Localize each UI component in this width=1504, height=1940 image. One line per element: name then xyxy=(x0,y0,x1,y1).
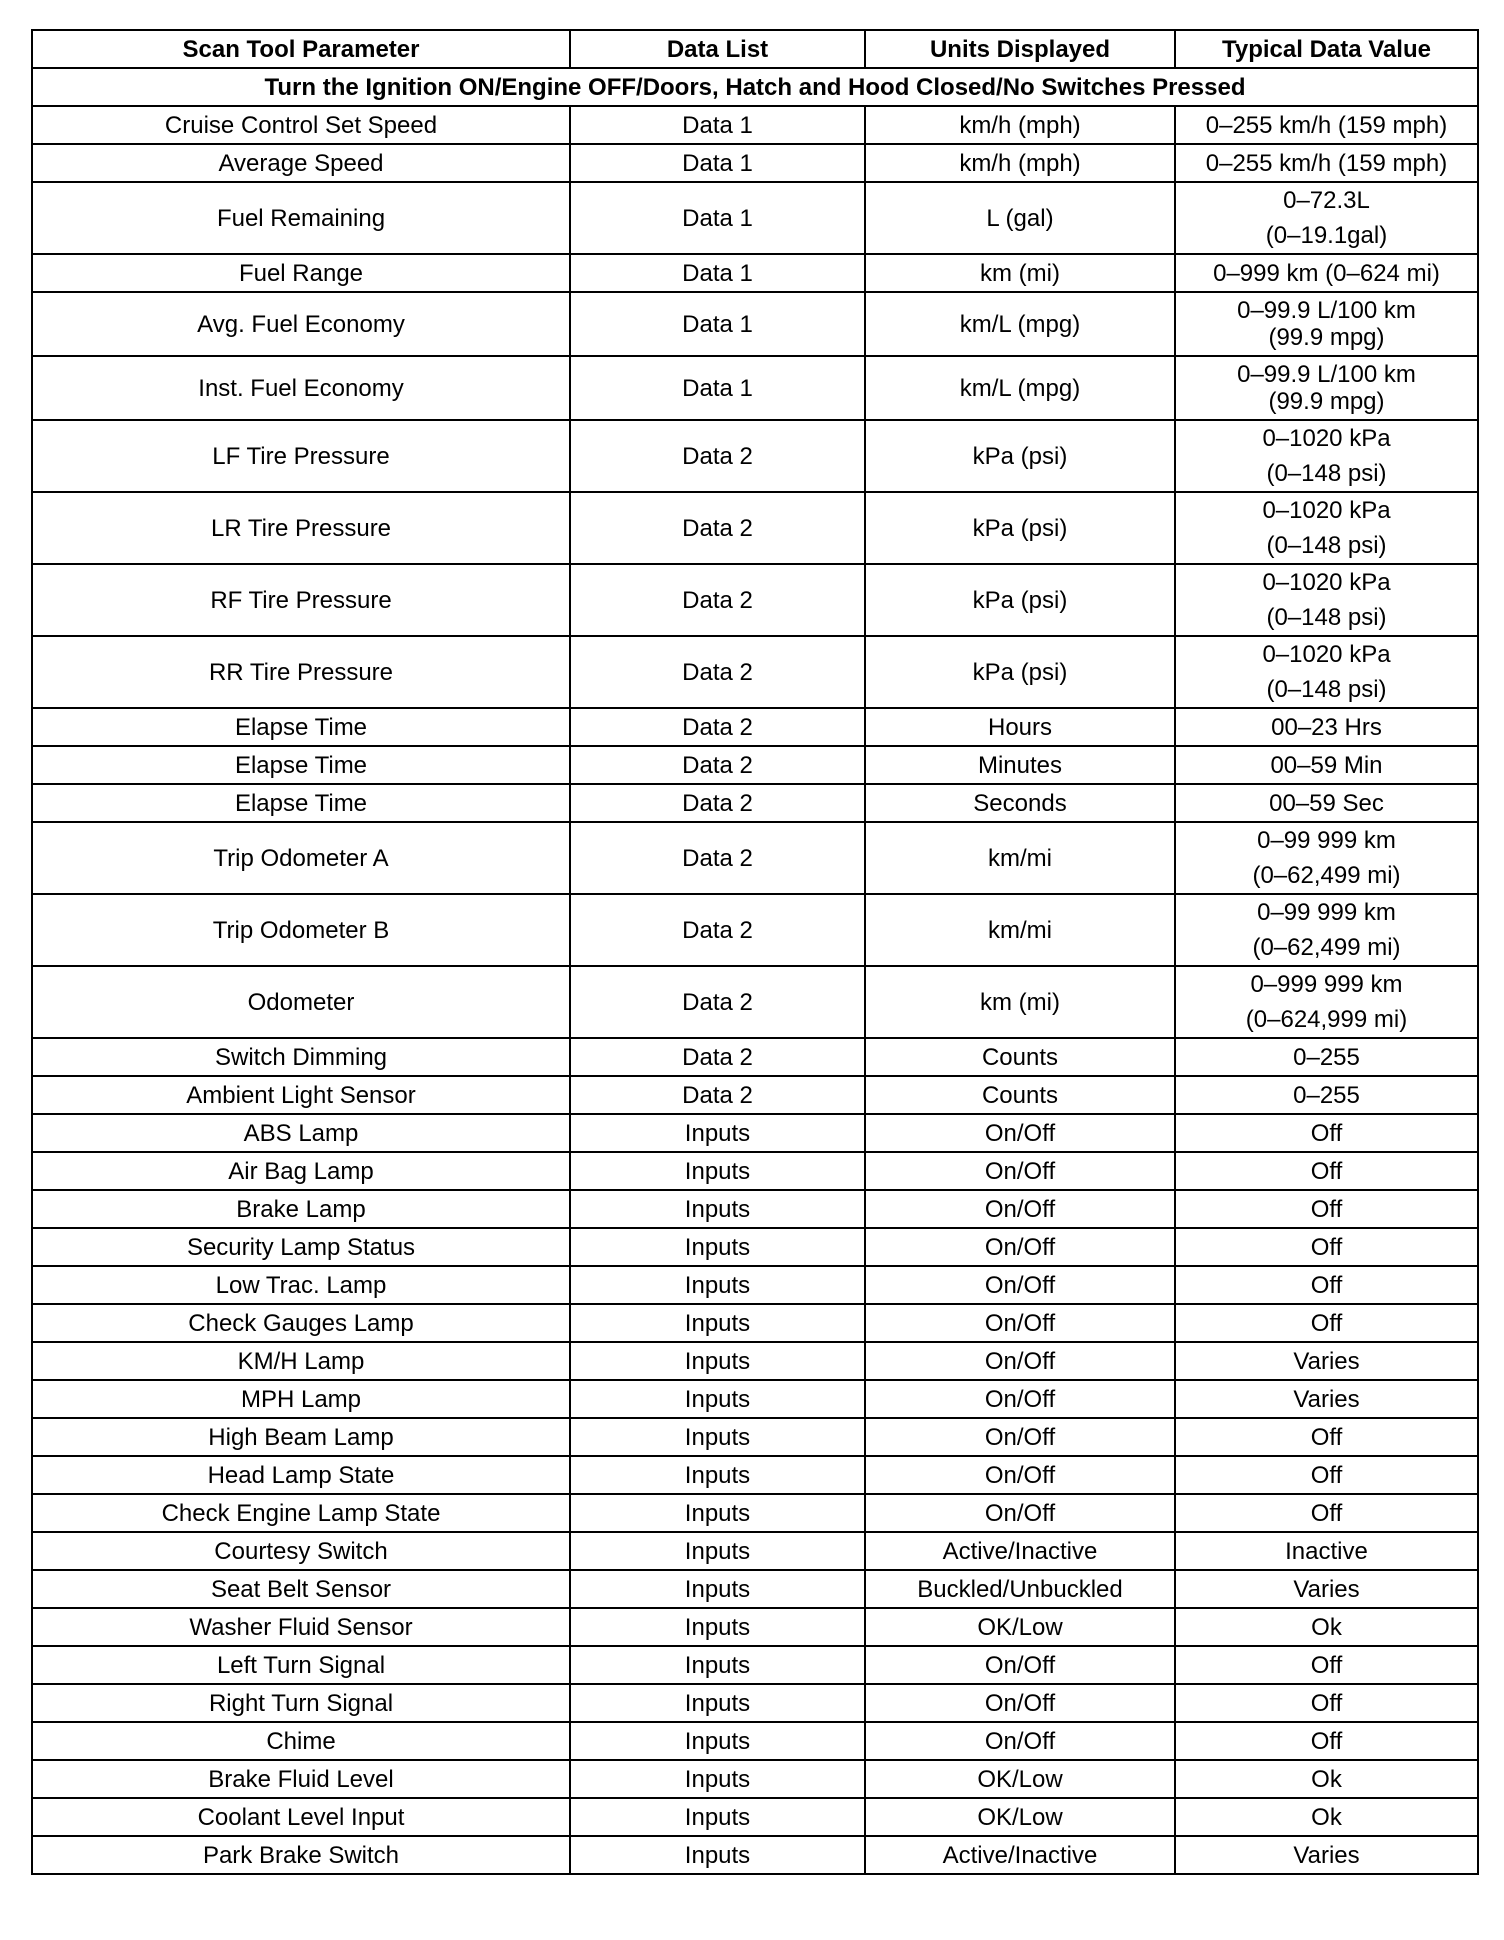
value-line: Varies xyxy=(1293,1841,1360,1869)
value-line: Varies xyxy=(1293,1385,1360,1413)
table-row xyxy=(32,144,1478,182)
value-line: 0–99.9 L/100 km xyxy=(1237,297,1416,324)
cell-data-list: Inputs xyxy=(570,1532,865,1570)
cell-data-list: Data 1 xyxy=(570,106,865,144)
cell-units-displayed: On/Off xyxy=(865,1380,1175,1418)
cell-data-list: Data 2 xyxy=(570,708,865,746)
value-line: 0–1020 kPa xyxy=(1262,641,1391,668)
cell-scan-tool-parameter: Right Turn Signal xyxy=(32,1684,570,1722)
value-line: (0–148 psi) xyxy=(1266,676,1387,703)
cell-scan-tool-parameter: High Beam Lamp xyxy=(32,1418,570,1456)
cell-units-displayed: Active/Inactive xyxy=(865,1532,1175,1570)
cell-typical-data-value xyxy=(1175,784,1478,822)
cell-typical-data-value xyxy=(1175,356,1478,420)
table-row xyxy=(32,356,1478,420)
cell-typical-data-value xyxy=(1175,1038,1478,1076)
value-line: Ok xyxy=(1311,1613,1342,1641)
table-row xyxy=(32,420,1478,492)
cell-data-list: Data 2 xyxy=(570,636,865,708)
header-units-displayed: Units Displayed xyxy=(865,30,1175,68)
cell-scan-tool-parameter: Washer Fluid Sensor xyxy=(32,1608,570,1646)
value-line: Off xyxy=(1310,1499,1343,1527)
table-row xyxy=(32,1684,1478,1722)
cell-units-displayed: L (gal) xyxy=(865,182,1175,254)
table-row xyxy=(32,564,1478,636)
value-line: Off xyxy=(1310,1423,1343,1451)
cell-units-displayed: On/Off xyxy=(865,1266,1175,1304)
cell-data-list: Data 1 xyxy=(570,144,865,182)
cell-typical-data-value xyxy=(1175,1380,1478,1418)
table-row xyxy=(32,492,1478,564)
table-row xyxy=(32,1570,1478,1608)
value-line: Ok xyxy=(1311,1765,1342,1793)
cell-scan-tool-parameter: Head Lamp State xyxy=(32,1456,570,1494)
cell-units-displayed: On/Off xyxy=(865,1190,1175,1228)
table-row xyxy=(32,708,1478,746)
value-line: 0–255 km/h (159 mph) xyxy=(1205,149,1448,177)
cell-typical-data-value xyxy=(1175,1798,1478,1836)
cell-units-displayed: km (mi) xyxy=(865,966,1175,1038)
cell-units-displayed: On/Off xyxy=(865,1228,1175,1266)
value-line: 0–99 999 km xyxy=(1257,899,1396,926)
table-row xyxy=(32,1076,1478,1114)
cell-data-list: Data 2 xyxy=(570,1038,865,1076)
cell-units-displayed: On/Off xyxy=(865,1494,1175,1532)
cell-data-list: Data 1 xyxy=(570,254,865,292)
header-scan-tool-parameter: Scan Tool Parameter xyxy=(32,30,570,68)
header-typical-data-value: Typical Data Value xyxy=(1175,30,1478,68)
header-row xyxy=(32,30,1478,68)
table-row xyxy=(32,1228,1478,1266)
value-line: Off xyxy=(1310,1727,1343,1755)
cell-units-displayed: On/Off xyxy=(865,1418,1175,1456)
cell-typical-data-value xyxy=(1175,1266,1478,1304)
cell-data-list: Data 1 xyxy=(570,292,865,356)
table-row xyxy=(32,1532,1478,1570)
table-row xyxy=(32,1114,1478,1152)
cell-scan-tool-parameter: Chime xyxy=(32,1722,570,1760)
cell-units-displayed: On/Off xyxy=(865,1684,1175,1722)
cell-typical-data-value xyxy=(1175,564,1478,636)
table-row xyxy=(32,636,1478,708)
value-line: 0–255 xyxy=(1293,1081,1360,1109)
cell-data-list: Data 2 xyxy=(570,1076,865,1114)
cell-typical-data-value xyxy=(1175,1114,1478,1152)
value-line: Varies xyxy=(1293,1347,1360,1375)
cell-scan-tool-parameter: Avg. Fuel Economy xyxy=(32,292,570,356)
cell-typical-data-value xyxy=(1175,1570,1478,1608)
header-data-list: Data List xyxy=(570,30,865,68)
cell-units-displayed: Minutes xyxy=(865,746,1175,784)
cell-typical-data-value xyxy=(1175,254,1478,292)
table-row xyxy=(32,746,1478,784)
cell-units-displayed: km/mi xyxy=(865,894,1175,966)
cell-scan-tool-parameter: Check Engine Lamp State xyxy=(32,1494,570,1532)
value-line: 0–255 xyxy=(1293,1043,1360,1071)
cell-data-list: Inputs xyxy=(570,1380,865,1418)
value-line: Off xyxy=(1310,1157,1343,1185)
cell-typical-data-value xyxy=(1175,1646,1478,1684)
cell-scan-tool-parameter: Courtesy Switch xyxy=(32,1532,570,1570)
cell-scan-tool-parameter: Trip Odometer A xyxy=(32,822,570,894)
cell-units-displayed: Hours xyxy=(865,708,1175,746)
cell-typical-data-value xyxy=(1175,966,1478,1038)
value-line: Ok xyxy=(1311,1803,1342,1831)
cell-data-list: Data 2 xyxy=(570,492,865,564)
cell-units-displayed: On/Off xyxy=(865,1722,1175,1760)
cell-scan-tool-parameter: Trip Odometer B xyxy=(32,894,570,966)
cell-units-displayed: km/L (mpg) xyxy=(865,356,1175,420)
cell-scan-tool-parameter: LR Tire Pressure xyxy=(32,492,570,564)
cell-scan-tool-parameter: LF Tire Pressure xyxy=(32,420,570,492)
value-line: Varies xyxy=(1293,1575,1360,1603)
cell-data-list: Inputs xyxy=(570,1494,865,1532)
cell-typical-data-value xyxy=(1175,894,1478,966)
cell-typical-data-value xyxy=(1175,106,1478,144)
value-line: Off xyxy=(1310,1119,1343,1147)
cell-scan-tool-parameter: Switch Dimming xyxy=(32,1038,570,1076)
table-row xyxy=(32,1456,1478,1494)
cell-data-list: Data 1 xyxy=(570,356,865,420)
value-line: 0–72.3L xyxy=(1283,187,1370,214)
cell-typical-data-value xyxy=(1175,292,1478,356)
value-line: Off xyxy=(1310,1689,1343,1717)
cell-scan-tool-parameter: MPH Lamp xyxy=(32,1380,570,1418)
table-row xyxy=(32,1418,1478,1456)
cell-units-displayed: kPa (psi) xyxy=(865,564,1175,636)
table-row xyxy=(32,822,1478,894)
cell-data-list: Inputs xyxy=(570,1114,865,1152)
cell-typical-data-value xyxy=(1175,1456,1478,1494)
cell-typical-data-value xyxy=(1175,1152,1478,1190)
table-row xyxy=(32,1836,1478,1874)
cell-scan-tool-parameter: Odometer xyxy=(32,966,570,1038)
scan-tool-data-table xyxy=(31,29,1479,1875)
cell-data-list: Inputs xyxy=(570,1722,865,1760)
cell-scan-tool-parameter: Elapse Time xyxy=(32,746,570,784)
cell-typical-data-value xyxy=(1175,144,1478,182)
table-row xyxy=(32,292,1478,356)
table-row xyxy=(32,1646,1478,1684)
table-row xyxy=(32,894,1478,966)
cell-units-displayed: On/Off xyxy=(865,1646,1175,1684)
cell-units-displayed: On/Off xyxy=(865,1152,1175,1190)
table-row xyxy=(32,254,1478,292)
cell-units-displayed: On/Off xyxy=(865,1456,1175,1494)
table-row xyxy=(32,1380,1478,1418)
value-line: 00–59 Sec xyxy=(1269,789,1384,817)
cell-units-displayed: km/h (mph) xyxy=(865,144,1175,182)
value-line: Off xyxy=(1310,1461,1343,1489)
value-line: 0–1020 kPa xyxy=(1262,569,1391,596)
cell-scan-tool-parameter: Low Trac. Lamp xyxy=(32,1266,570,1304)
cell-units-displayed: Seconds xyxy=(865,784,1175,822)
cell-units-displayed: kPa (psi) xyxy=(865,492,1175,564)
cell-units-displayed: km/L (mpg) xyxy=(865,292,1175,356)
cell-units-displayed: km/h (mph) xyxy=(865,106,1175,144)
cell-scan-tool-parameter: Fuel Remaining xyxy=(32,182,570,254)
table-row xyxy=(32,1266,1478,1304)
cell-scan-tool-parameter: RF Tire Pressure xyxy=(32,564,570,636)
table-row xyxy=(32,1190,1478,1228)
cell-data-list: Data 2 xyxy=(570,784,865,822)
cell-data-list: Inputs xyxy=(570,1342,865,1380)
value-line: Off xyxy=(1310,1195,1343,1223)
value-line: 00–23 Hrs xyxy=(1271,713,1382,741)
cell-scan-tool-parameter: Left Turn Signal xyxy=(32,1646,570,1684)
cell-scan-tool-parameter: Check Gauges Lamp xyxy=(32,1304,570,1342)
cell-scan-tool-parameter: Air Bag Lamp xyxy=(32,1152,570,1190)
value-line: 0–1020 kPa xyxy=(1262,497,1391,524)
cell-typical-data-value xyxy=(1175,1722,1478,1760)
cell-data-list: Inputs xyxy=(570,1646,865,1684)
cell-scan-tool-parameter: ABS Lamp xyxy=(32,1114,570,1152)
cell-data-list: Inputs xyxy=(570,1684,865,1722)
cell-units-displayed: OK/Low xyxy=(865,1760,1175,1798)
cell-data-list: Inputs xyxy=(570,1304,865,1342)
cell-typical-data-value xyxy=(1175,1760,1478,1798)
cell-scan-tool-parameter: Seat Belt Sensor xyxy=(32,1570,570,1608)
cell-scan-tool-parameter: Brake Fluid Level xyxy=(32,1760,570,1798)
cell-data-list: Data 2 xyxy=(570,894,865,966)
value-line: (0–62,499 mi) xyxy=(1252,862,1401,889)
cell-scan-tool-parameter: Average Speed xyxy=(32,144,570,182)
table-row xyxy=(32,1608,1478,1646)
cell-data-list: Data 2 xyxy=(570,564,865,636)
cell-units-displayed: km/mi xyxy=(865,822,1175,894)
cell-typical-data-value xyxy=(1175,1684,1478,1722)
cell-data-list: Data 2 xyxy=(570,420,865,492)
value-line: (99.9 mpg) xyxy=(1268,388,1385,415)
cell-data-list: Inputs xyxy=(570,1760,865,1798)
cell-units-displayed: OK/Low xyxy=(865,1608,1175,1646)
cell-units-displayed: On/Off xyxy=(865,1342,1175,1380)
condition-row xyxy=(32,68,1478,106)
cell-typical-data-value xyxy=(1175,1228,1478,1266)
cell-data-list: Inputs xyxy=(570,1836,865,1874)
cell-units-displayed: km (mi) xyxy=(865,254,1175,292)
cell-typical-data-value xyxy=(1175,1494,1478,1532)
table-body xyxy=(32,68,1478,1874)
cell-scan-tool-parameter: Elapse Time xyxy=(32,784,570,822)
cell-typical-data-value xyxy=(1175,822,1478,894)
table-row xyxy=(32,1304,1478,1342)
value-line: Off xyxy=(1310,1309,1343,1337)
value-line: (0–148 psi) xyxy=(1266,604,1387,631)
table-row xyxy=(32,784,1478,822)
value-line: (0–624,999 mi) xyxy=(1245,1006,1408,1033)
cell-data-list: Data 2 xyxy=(570,822,865,894)
cell-data-list: Data 1 xyxy=(570,182,865,254)
cell-data-list: Data 2 xyxy=(570,966,865,1038)
cell-data-list: Inputs xyxy=(570,1228,865,1266)
cell-scan-tool-parameter: KM/H Lamp xyxy=(32,1342,570,1380)
value-line: (99.9 mpg) xyxy=(1268,324,1385,351)
cell-typical-data-value xyxy=(1175,708,1478,746)
condition-text: Turn the Ignition ON/Engine OFF/Doors, Hatch and Hood Closed/No Switches Pressed xyxy=(32,68,1478,106)
value-line: 0–999 999 km xyxy=(1250,971,1403,998)
cell-typical-data-value xyxy=(1175,1342,1478,1380)
value-line: (0–19.1gal) xyxy=(1265,222,1388,249)
table-row xyxy=(32,1798,1478,1836)
table-row xyxy=(32,1722,1478,1760)
table-row xyxy=(32,1342,1478,1380)
cell-data-list: Inputs xyxy=(570,1418,865,1456)
cell-scan-tool-parameter: Park Brake Switch xyxy=(32,1836,570,1874)
cell-data-list: Inputs xyxy=(570,1190,865,1228)
cell-scan-tool-parameter: Inst. Fuel Economy xyxy=(32,356,570,420)
cell-typical-data-value xyxy=(1175,1304,1478,1342)
cell-scan-tool-parameter: Cruise Control Set Speed xyxy=(32,106,570,144)
cell-data-list: Data 2 xyxy=(570,746,865,784)
table-row xyxy=(32,966,1478,1038)
cell-typical-data-value xyxy=(1175,1608,1478,1646)
cell-scan-tool-parameter: RR Tire Pressure xyxy=(32,636,570,708)
cell-scan-tool-parameter: Security Lamp Status xyxy=(32,1228,570,1266)
cell-units-displayed: Buckled/Unbuckled xyxy=(865,1570,1175,1608)
value-line: Off xyxy=(1310,1233,1343,1261)
value-line: 0–255 km/h (159 mph) xyxy=(1205,111,1448,139)
cell-scan-tool-parameter: Fuel Range xyxy=(32,254,570,292)
table-row xyxy=(32,1152,1478,1190)
cell-units-displayed: kPa (psi) xyxy=(865,420,1175,492)
cell-units-displayed: Counts xyxy=(865,1038,1175,1076)
cell-data-list: Inputs xyxy=(570,1570,865,1608)
cell-scan-tool-parameter: Elapse Time xyxy=(32,708,570,746)
value-line: Off xyxy=(1310,1651,1343,1679)
cell-units-displayed: Counts xyxy=(865,1076,1175,1114)
table-row xyxy=(32,1494,1478,1532)
cell-typical-data-value xyxy=(1175,1076,1478,1114)
cell-scan-tool-parameter: Ambient Light Sensor xyxy=(32,1076,570,1114)
cell-data-list: Inputs xyxy=(570,1456,865,1494)
table-row xyxy=(32,1038,1478,1076)
cell-units-displayed: OK/Low xyxy=(865,1798,1175,1836)
cell-units-displayed: On/Off xyxy=(865,1114,1175,1152)
value-line: 0–999 km (0–624 mi) xyxy=(1213,259,1440,287)
value-line: (0–148 psi) xyxy=(1266,532,1387,559)
value-line: 0–99.9 L/100 km xyxy=(1237,361,1416,388)
table-row xyxy=(32,182,1478,254)
cell-typical-data-value xyxy=(1175,1190,1478,1228)
cell-units-displayed: Active/Inactive xyxy=(865,1836,1175,1874)
value-line: 0–99 999 km xyxy=(1257,827,1396,854)
cell-typical-data-value xyxy=(1175,1532,1478,1570)
cell-scan-tool-parameter: Coolant Level Input xyxy=(32,1798,570,1836)
cell-units-displayed: kPa (psi) xyxy=(865,636,1175,708)
value-line: 0–1020 kPa xyxy=(1262,425,1391,452)
value-line: 00–59 Min xyxy=(1270,751,1383,779)
cell-typical-data-value xyxy=(1175,182,1478,254)
value-line: Inactive xyxy=(1285,1537,1368,1565)
cell-typical-data-value xyxy=(1175,1418,1478,1456)
cell-typical-data-value xyxy=(1175,1836,1478,1874)
cell-data-list: Inputs xyxy=(570,1798,865,1836)
table-row xyxy=(32,106,1478,144)
value-line: (0–62,499 mi) xyxy=(1252,934,1401,961)
value-line: (0–148 psi) xyxy=(1266,460,1387,487)
value-line: Off xyxy=(1310,1271,1343,1299)
cell-units-displayed: On/Off xyxy=(865,1304,1175,1342)
cell-data-list: Inputs xyxy=(570,1608,865,1646)
cell-typical-data-value xyxy=(1175,636,1478,708)
cell-typical-data-value xyxy=(1175,492,1478,564)
table-row xyxy=(32,1760,1478,1798)
cell-data-list: Inputs xyxy=(570,1152,865,1190)
cell-typical-data-value xyxy=(1175,746,1478,784)
cell-scan-tool-parameter: Brake Lamp xyxy=(32,1190,570,1228)
cell-data-list: Inputs xyxy=(570,1266,865,1304)
cell-typical-data-value xyxy=(1175,420,1478,492)
